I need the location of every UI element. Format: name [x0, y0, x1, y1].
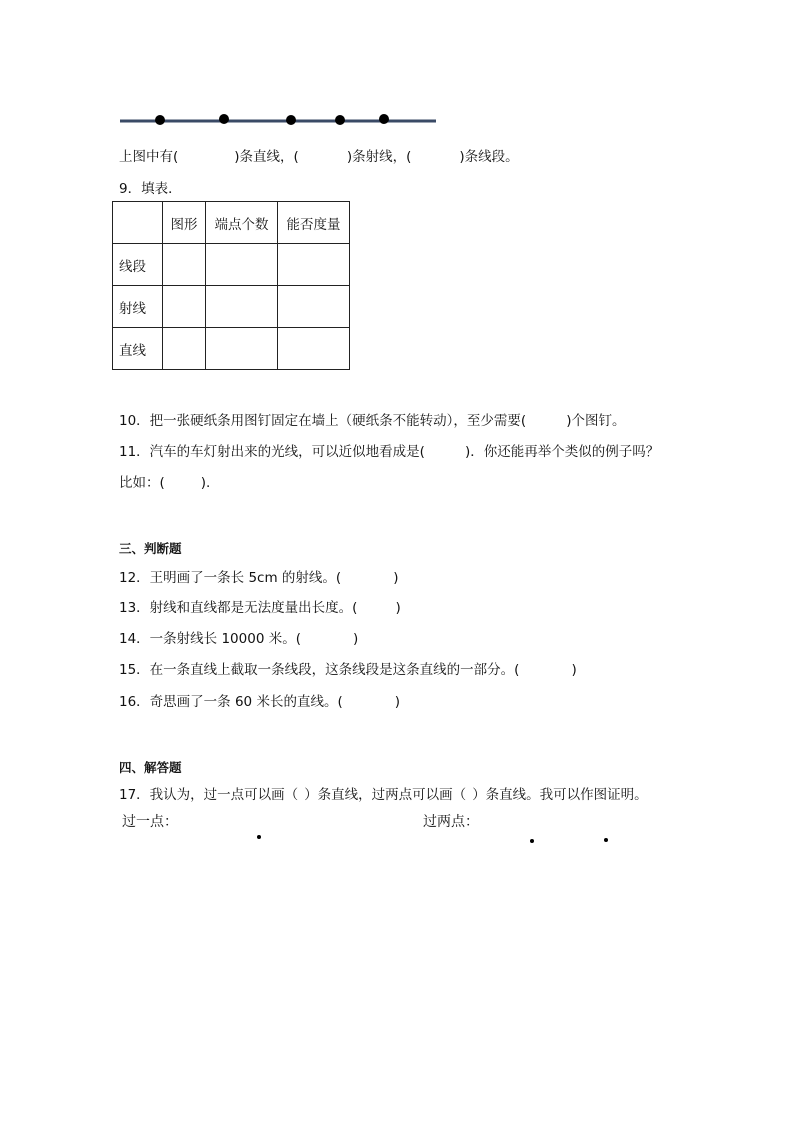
answer-cell[interactable] [206, 328, 278, 370]
q11-line2-tail: ). [200, 475, 211, 491]
q8-part3: )条射线，( [346, 149, 412, 165]
answer-cell[interactable] [163, 328, 206, 370]
row-label: 直线 [113, 328, 163, 370]
question-9-title: 9．填表． [119, 181, 182, 197]
two-point-label: 过两点： [423, 814, 479, 830]
point-1 [155, 115, 165, 125]
table-row [113, 286, 350, 328]
q11-line1: 11．汽车的车灯射出来的光线，可以近似地看成是( [119, 444, 425, 460]
section-4-title: 四、解答题 [119, 760, 182, 775]
q17-c: ）条直线。我可以作图证明。 [472, 787, 648, 803]
q10-tail: )个图钉。 [566, 413, 626, 429]
answer-cell[interactable] [278, 244, 350, 286]
q11-line1-tail: )．你还能再举个类似的例子吗？ [464, 444, 660, 460]
q8-part4: )条线段。 [459, 149, 519, 165]
question-13 [119, 596, 401, 616]
table-header-cell: 端点个数 [206, 202, 278, 244]
line-figure [118, 110, 438, 130]
one-point-label: 过一点： [122, 814, 178, 830]
table-header-cell: 图形 [163, 202, 206, 244]
answer-cell[interactable] [163, 244, 206, 286]
section-3-title: 三、判断题 [119, 541, 182, 556]
q11-line2: 比如：( [119, 475, 165, 491]
point-5 [379, 114, 389, 124]
row-label: 线段 [113, 244, 163, 286]
q17-a: 17．我认为，过一点可以画（ [119, 787, 299, 803]
question-8 [119, 145, 519, 165]
second-point [604, 838, 608, 842]
question-12 [119, 566, 398, 586]
point-2 [219, 114, 229, 124]
q15-text: 15．在一条直线上截取一条线段，这条线段是这条直线的一部分。( [119, 662, 520, 678]
single-point [257, 835, 261, 839]
point-4 [335, 115, 345, 125]
answer-cell[interactable] [278, 328, 350, 370]
answer-cell[interactable] [163, 286, 206, 328]
table-row [113, 328, 350, 370]
point-3 [286, 115, 296, 125]
question-17 [119, 783, 648, 803]
table-row [113, 244, 350, 286]
q16-tail: ) [394, 694, 400, 710]
question-15 [119, 658, 577, 678]
q14-tail: ) [352, 631, 359, 647]
q8-text: 上图中有( [119, 149, 179, 165]
row-label: 射线 [113, 286, 163, 328]
q13-text: 13．射线和直线都是无法度量出长度。( [119, 600, 358, 616]
q17-b: ）条直线，过两点可以画（ [304, 787, 467, 803]
q14-text: 14．一条射线长 10000 米。( [119, 631, 301, 647]
question-14 [119, 627, 358, 647]
question-11-line2 [119, 471, 210, 491]
q13-tail: ) [395, 600, 401, 616]
q12-text: 12．王明画了一条长 5cm 的射线。( [119, 570, 342, 586]
answer-cell[interactable] [278, 286, 350, 328]
q12-tail: ) [393, 570, 399, 586]
question-10 [119, 409, 625, 429]
q16-text: 16．奇思画了一条 60 米长的直线。( [119, 694, 343, 710]
table-header-row [113, 202, 350, 244]
answer-cell[interactable] [206, 286, 278, 328]
q8-part2: )条直线，( [234, 149, 299, 165]
fill-in-table [112, 201, 350, 370]
table-header-cell: 能否度量 [278, 202, 350, 244]
answer-cell[interactable] [206, 244, 278, 286]
question-16 [119, 690, 400, 710]
question-11-line1 [119, 440, 659, 460]
q15-tail: ) [571, 662, 577, 678]
q10-text: 10．把一张硬纸条用图钉固定在墙上（硬纸条不能转动），至少需要( [119, 413, 527, 429]
first-point [530, 839, 534, 843]
table-header-cell [113, 202, 163, 244]
